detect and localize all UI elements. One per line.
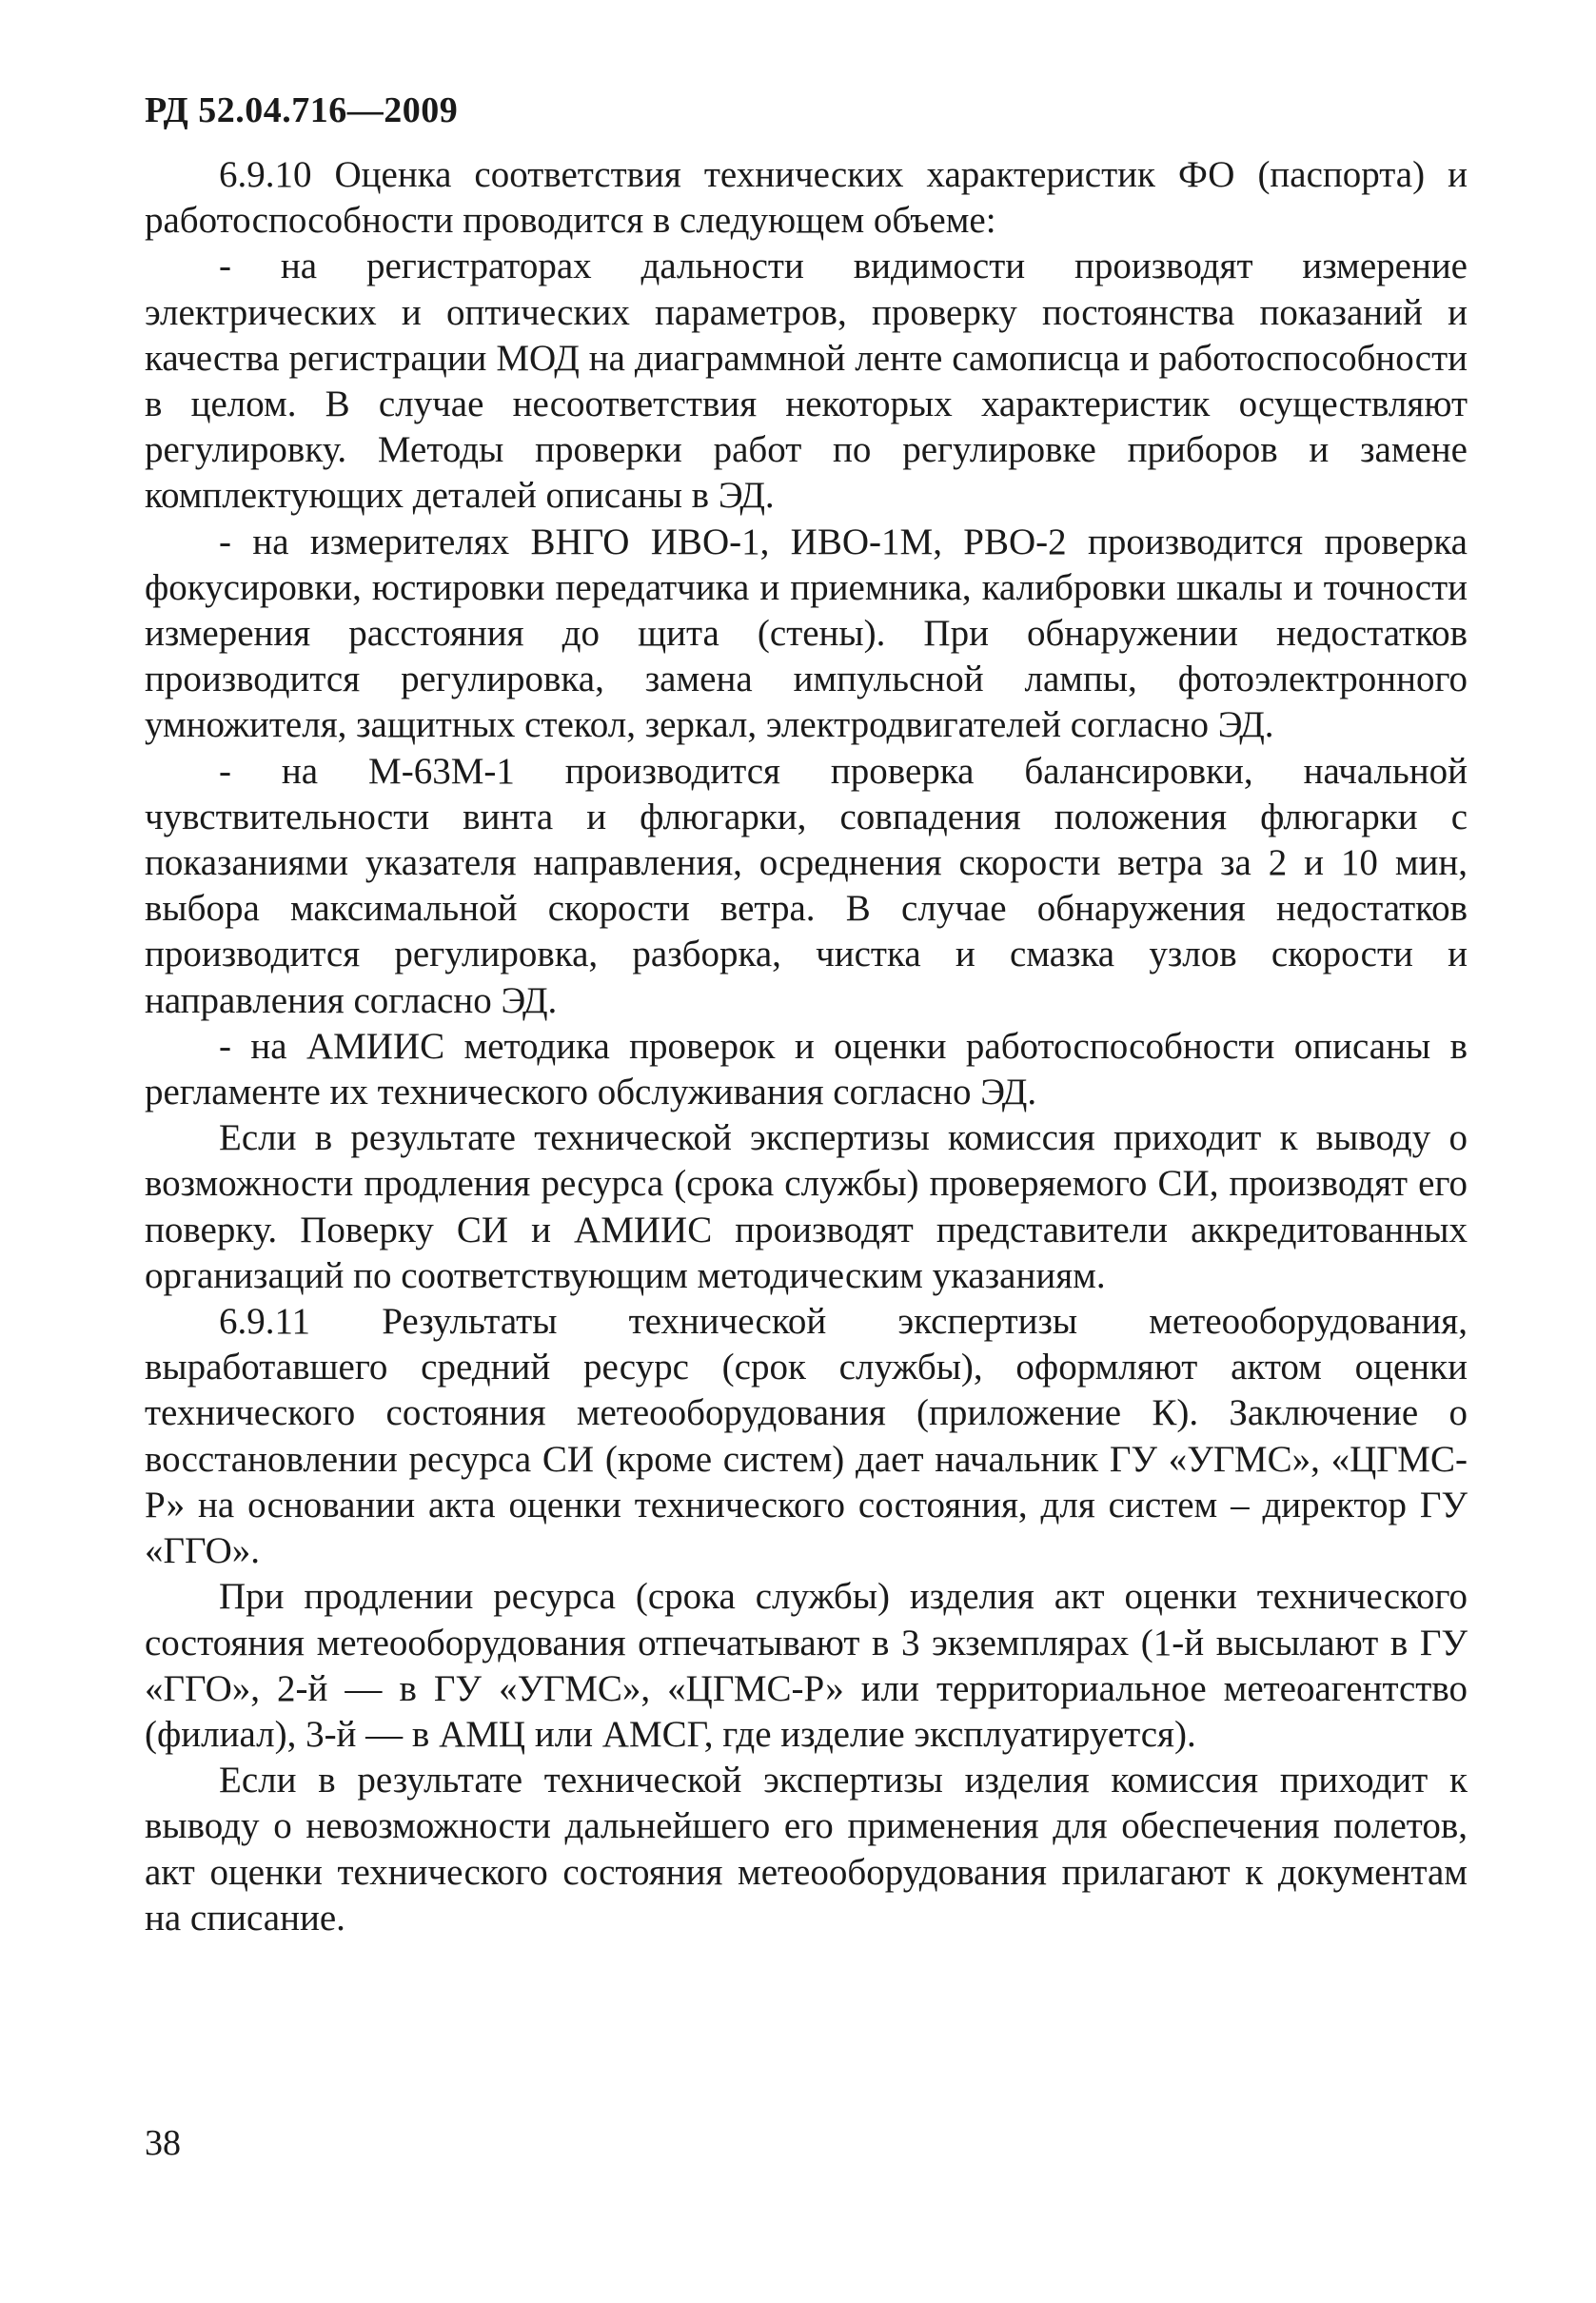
document-code-header: РД 52.04.716—2009 bbox=[145, 90, 459, 130]
page-number: 38 bbox=[145, 2123, 181, 2163]
paragraph-6-9-11: 6.9.11 Результаты технической экспертизы метеооборудования, выработавшего средний ресурс (срок службы), оформляют актом оценки технического состояния метеооборудования (приложение К). Заключение о восстановлении ресурса СИ (кроме систем) дает начальник ГУ «УГМС», «ЦГМС-Р» на основании акта оценки технического состояния, для систем – директор ГУ «ГГО». bbox=[145, 1301, 1468, 1572]
paragraph-visibility-recorders: - на регистраторах дальности видимости производят измерение электрических и оптических параметров, проверку постоянства показаний и качества регистрации МОД на диаграммной ленте самописца и работоспособности в целом. В случае несоответствия некоторых характеристик осуществляют регулировку. Методы проверки работ по регулировке приборов и замене комплектующих деталей описаны в ЭД. bbox=[145, 246, 1468, 517]
paragraph-m63m1: - на М-63М-1 производится проверка балансировки, начальной чувствительности винта и флюгарки, совпадения положения флюгарки с показаниями указателя направления, осреднения скорости ветра за 2 и 10 мин, выбора максимальной скорости ветра. В случае обнаружения недостатков производится регулировка, разборка, чистка и смазка узлов скорости и направления согласно ЭД. bbox=[145, 750, 1468, 1021]
document-body bbox=[145, 152, 1468, 1941]
paragraph-write-off: Если в результате технической экспертизы изделия комиссия приходит к выводу о невозможности дальнейшего его применения для обеспечения полетов, акт оценки технического состояния метеооборудования прилагают к документам на списание. bbox=[145, 1760, 1468, 1939]
paragraph-6-9-10: 6.9.10 Оценка соответствия технических характеристик ФО (паспорта) и работоспособности проводится в следующем объеме: bbox=[145, 154, 1468, 242]
paragraph-extension-verification: Если в результате технической экспертизы комиссия приходит к выводу о возможности продления ресурса (срока службы) проверяемого СИ, производят его поверку. Поверку СИ и АМИИС производят представители аккредитованных организаций по соответствующим методическим указаниям. bbox=[145, 1117, 1468, 1296]
paragraph-copies: При продлении ресурса (срока службы) изделия акт оценки технического состояния метеооборудования отпечатывают в 3 экземплярах (1-й высылают в ГУ «ГГО», 2-й — в ГУ «УГМС», «ЦГМС-Р» или территориальное метеоагентство (филиал), 3-й — в АМЦ или АМСГ, где изделие эксплуатируется). bbox=[145, 1576, 1468, 1755]
paragraph-amiis: - на АМИИС методика проверок и оценки работоспособности описаны в регламенте их технического обслуживания согласно ЭД. bbox=[145, 1025, 1468, 1113]
paragraph-cloud-height-meters: - на измерителях ВНГО ИВО-1, ИВО-1М, РВО-2 производится проверка фокусировки, юстировки передатчика и приемника, калибровки шкалы и точности измерения расстояния до щита (стены). При обнаружении недостатков производится регулировка, замена импульсной лампы, фотоэлектронного умножителя, защитных стекол, зеркал, электродвигателей согласно ЭД. bbox=[145, 521, 1468, 746]
